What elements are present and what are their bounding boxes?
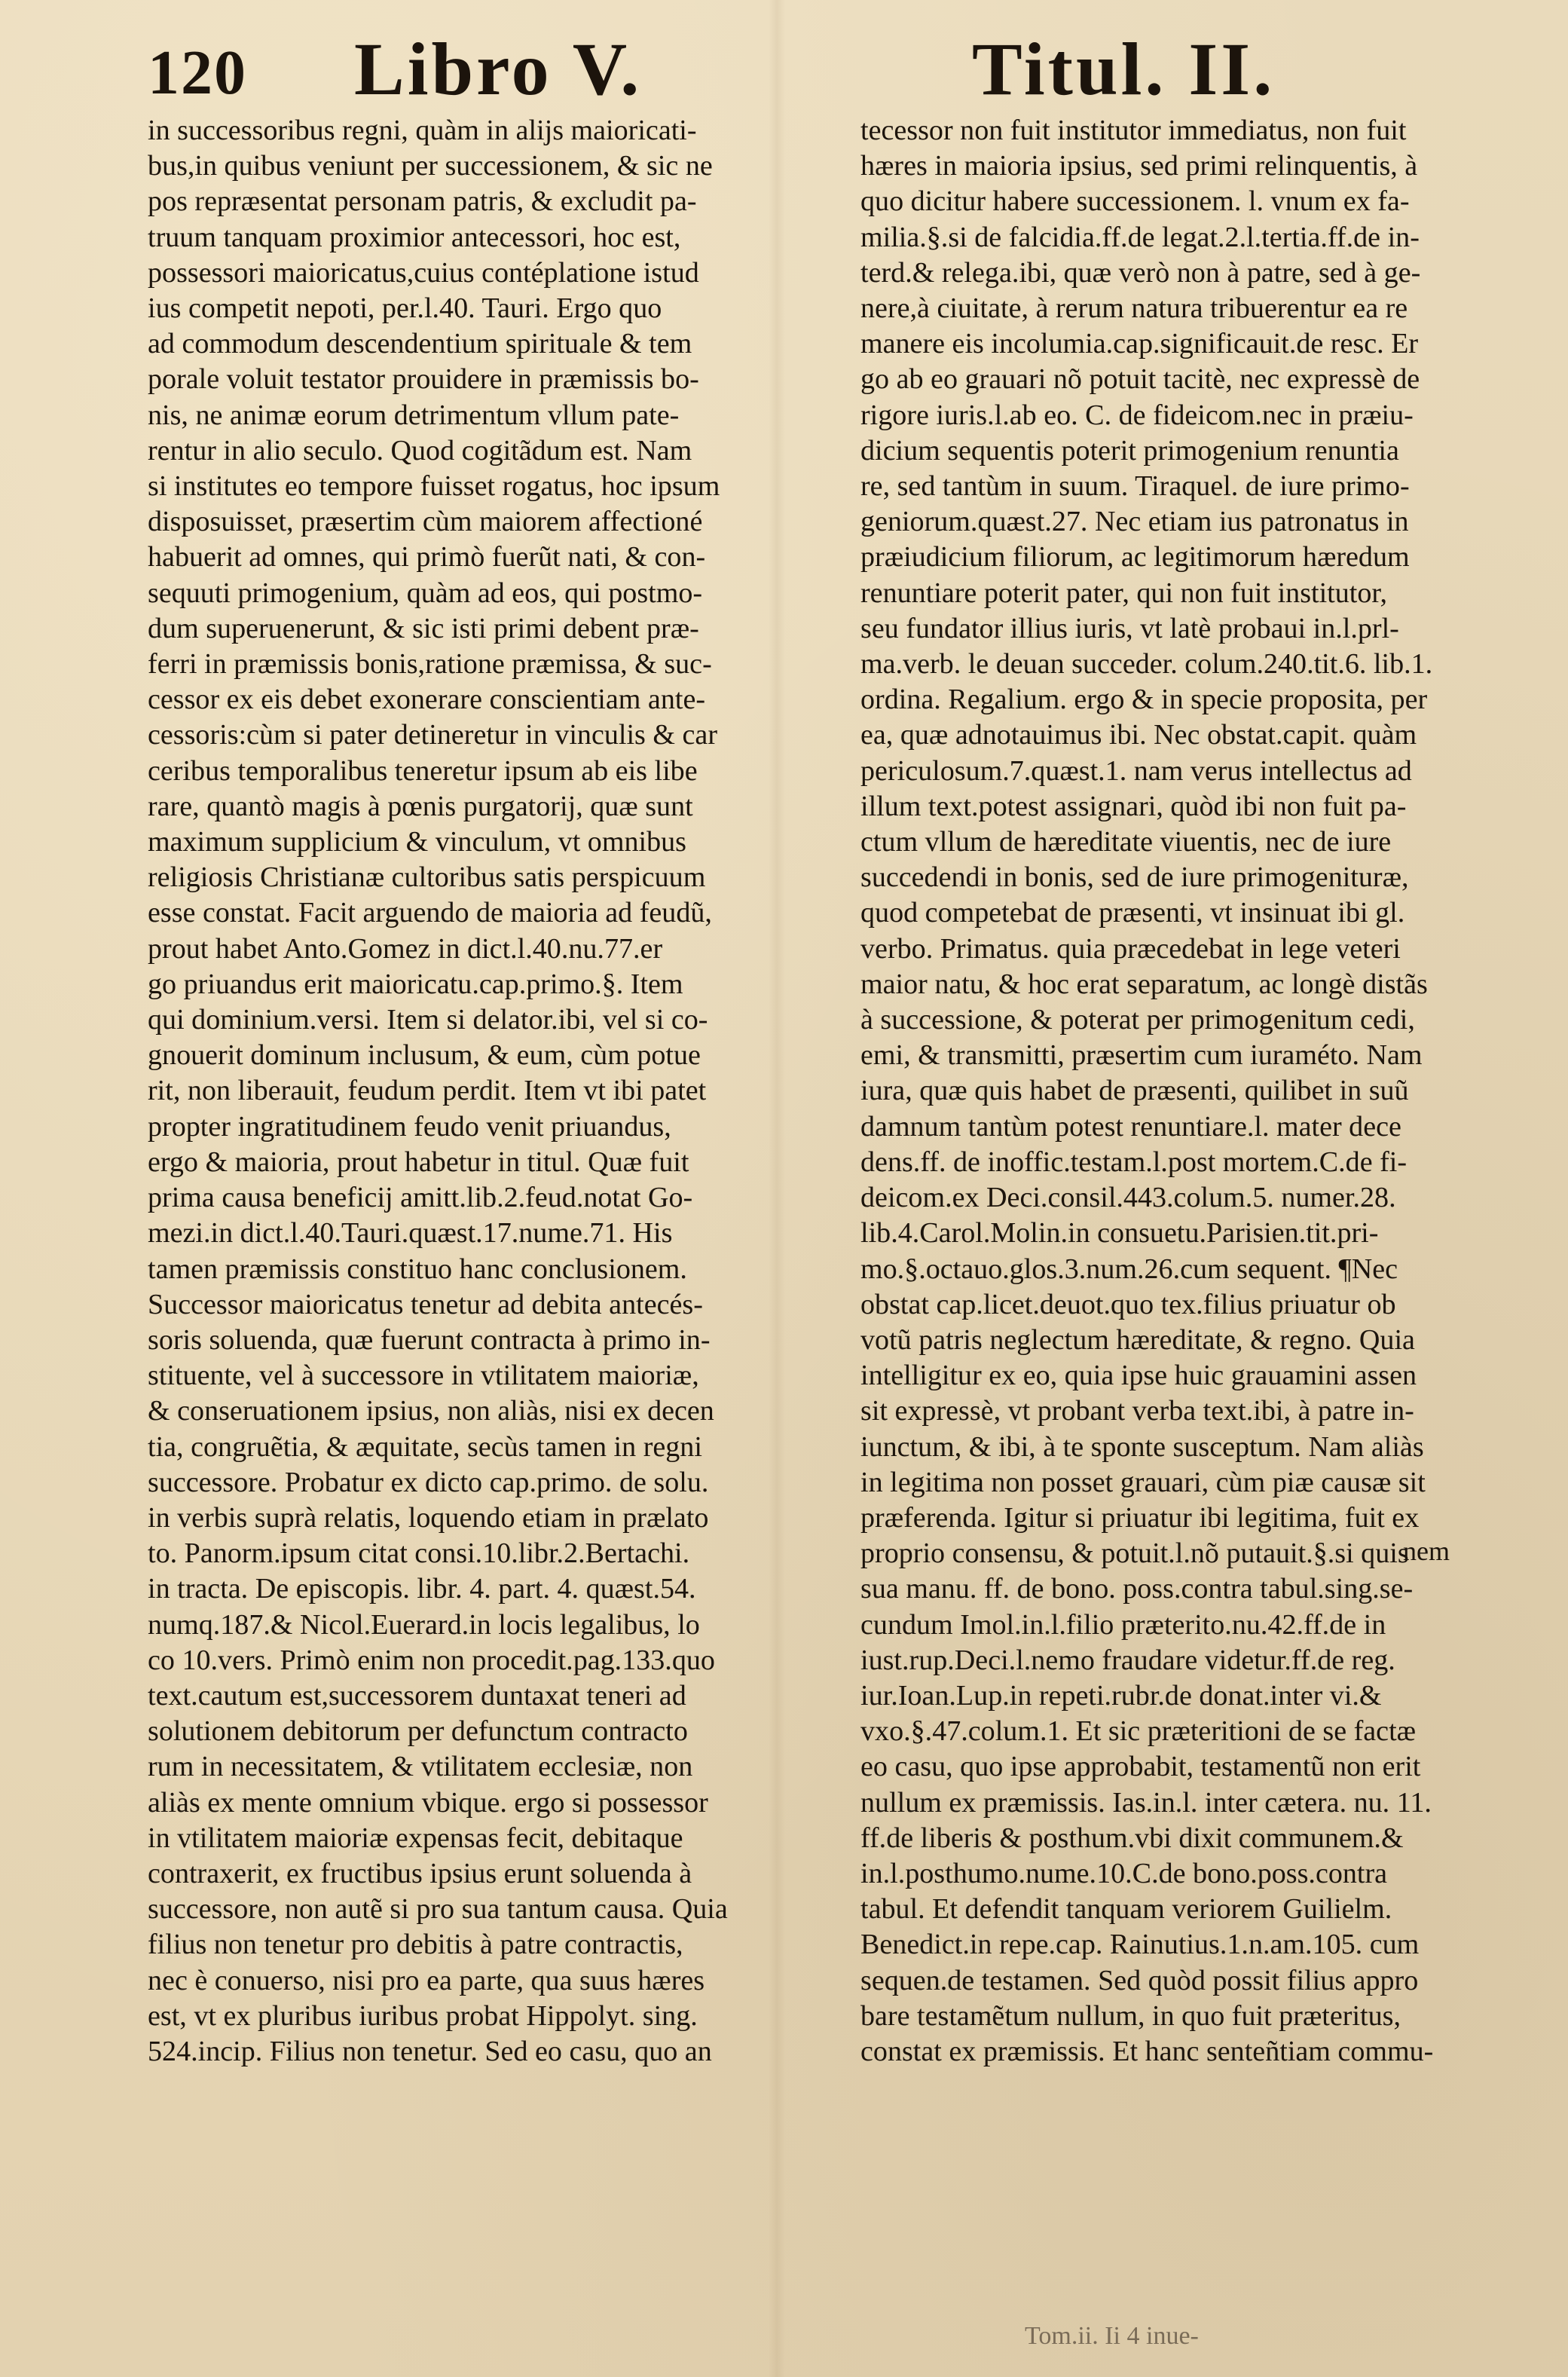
text-line: filius non tenetur pro debitis à patre contractis, [148, 1929, 683, 1961]
text-line: tabul. Et defendit tanquam veriorem Guilielm. [860, 1893, 1392, 1926]
text-line: nec è conuerso, nisi pro ea parte, qua suus hæres [148, 1964, 705, 1996]
text-line: geniorum.quæst.27. Nec etiam ius patronatus in [860, 506, 1409, 538]
text-line: seu fundator illius iuris, vt latè probaui in.l.prl- [860, 612, 1399, 644]
text-line: nere,à ciuitate, à rerum natura tribuerentur ea re [860, 292, 1408, 325]
page-header [0, 21, 1568, 112]
text-line: præiudicium filiorum, ac legitimorum hæredum [860, 541, 1410, 574]
text-line: bare testamẽtum nullum, in quo fuit præteritus, [860, 1999, 1401, 2032]
text-line: præferenda. Igitur si priuatur ibi legitima, fuit ex [860, 1501, 1420, 1534]
text-line: à successione, & poterat per primogenitum cedi, [860, 1004, 1415, 1036]
text-line: mo.§.octauo.glos.3.num.26.cum sequent. ¶Nec [860, 1253, 1398, 1285]
text-line: terd.& relega.ibi, quæ verò non à patre, sed à ge- [860, 256, 1421, 289]
text-line: quod competebat de præsenti, vt insinuat ibi gl. [860, 897, 1405, 929]
text-line: damnum tantùm potest renuntiare.l. mater dece [860, 1110, 1401, 1143]
text-line: tecessor non fuit institutor immediatus, non fuit [860, 115, 1407, 146]
text-line: renuntiare poterit pater, qui non fuit institutor, [860, 577, 1388, 609]
text-line: dens.ff. de inoffic.testam.l.post mortem.C.de fi- [860, 1146, 1408, 1178]
text-line: iunctum, & ibi, à te sponte susceptum. Nam aliàs [860, 1430, 1424, 1463]
text-line: lib.4.Carol.Molin.in consuetu.Parisien.tit.pri- [860, 1217, 1379, 1250]
text-line: Successor maioricatus tenetur ad debita antecés- [148, 1288, 703, 1320]
text-line: successore, non autẽ si pro sua tantum causa. Quia [148, 1893, 728, 1926]
text-line: stituente, vel à successore in vtilitatem maioriæ, [148, 1360, 699, 1392]
text-line: emi, & transmitti, præsertim cum iuraméto. Nam [860, 1039, 1423, 1072]
text-line: religiosis Christianæ cultoribus satis perspicuum [148, 861, 706, 894]
text-line: esse constat. Facit arguendo de maioria ad feudũ, [148, 897, 712, 929]
text-line: proprio consensu, & potuit.l.nõ putauit.§.si quis [860, 1537, 1409, 1570]
text-line: ff.de liberis & posthum.vbi dixit communem.& [860, 1822, 1404, 1854]
text-line: rum in necessitatem, & vtilitatem ecclesiæ, non [148, 1751, 693, 1783]
text-line: iura, quæ quis habet de præsenti, quilibet in suũ [860, 1075, 1409, 1107]
text-line: ea, quæ adnotauimus ibi. Nec obstat.capit. quàm [860, 719, 1417, 751]
text-line: verbo. Primatus. quia præcedebat in lege veteri [860, 932, 1401, 965]
text-line: votũ patris neglectum hæreditate, & regno. Quia [860, 1323, 1415, 1356]
text-line: disposuisset, præsertim cùm maiorem affectioné [148, 506, 703, 538]
text-line: rigore iuris.l.ab eo. C. de fideicom.nec in præiu- [860, 399, 1414, 431]
text-line: rentur in alio seculo. Quod cogitãdum est. Nam [148, 434, 692, 467]
text-line: ergo & maioria, prout habetur in titul. Quæ fuit [148, 1146, 689, 1178]
text-line: successore. Probatur ex dicto cap.primo. de solu. [148, 1466, 709, 1498]
text-line: ordina. Regalium. ergo & in specie proposita, per [860, 684, 1428, 716]
text-line: text.cautum est,successorem duntaxat teneri ad [148, 1679, 686, 1712]
text-line: nullum ex præmissis. Ias.in.l. inter cætera. nu. 11. [860, 1786, 1432, 1819]
text-line: maior natu, & hoc erat separatum, ac longè distãs [860, 968, 1428, 1000]
text-line: rit, non liberauit, feudum perdit. Item vt ibi patet [148, 1075, 707, 1107]
text-line: co 10.vers. Primò enim non procedit.pag.133.quo [148, 1644, 715, 1676]
text-line: ius competit nepoti, per.l.40. Tauri. Ergo quo [148, 292, 662, 325]
text-line: sequen.de testamen. Sed quòd possit filius appro [860, 1964, 1419, 1996]
text-line: cundum Imol.in.l.filio præterito.nu.42.ff.de in [860, 1608, 1386, 1641]
right-text-column [860, 113, 1516, 2070]
text-line: milia.§.si de falcidia.ff.de legat.2.l.tertia.ff.de in- [860, 221, 1420, 253]
text-line: cessoris:cùm si pater detineretur in vinculis & car [148, 719, 718, 751]
text-line: hæres in maioria ipsius, sed primi relinquentis, à [860, 150, 1418, 182]
text-line: maximum supplicium & vinculum, vt omnibus [148, 826, 686, 858]
text-line: soris soluenda, quæ fuerunt contracta à primo in- [148, 1323, 711, 1356]
text-line: go ab eo grauari nõ potuit tacitè, nec expressè de [860, 363, 1420, 396]
text-line: illum text.potest assignari, quòd ibi non fuit pa- [860, 790, 1407, 822]
text-line: Benedict.in repe.cap. Rainutius.1.n.am.105. cum [860, 1929, 1420, 1961]
text-line: gnouerit dominum inclusum, & eum, cùm potue [148, 1039, 701, 1072]
text-line: constat ex præmissis. Et hanc senteñtiam commu- [860, 2035, 1434, 2067]
text-line: ma.verb. le deuan succeder. colum.240.tit.6. lib.1. [860, 648, 1433, 681]
text-line: tia, congruẽtia, & æquitate, secùs tamen in regni [148, 1430, 702, 1463]
text-line: possessori maioricatus,cuius contéplatione istud [148, 256, 699, 289]
text-line: ad commodum descendentium spirituale & tem [148, 328, 692, 360]
text-line: periculosum.7.quæst.1. nam verus intellectus ad [860, 754, 1412, 787]
text-line: & conseruationem ipsius, non aliàs, nisi ex decen [148, 1395, 714, 1427]
text-line: pos repræsentat personam patris, & excludit pa- [148, 185, 697, 218]
text-line: to. Panorm.ipsum citat consi.10.libr.2.Bertachi. [148, 1537, 690, 1570]
text-line: in.l.posthumo.nume.10.C.de bono.poss.contra [860, 1857, 1388, 1889]
text-line: contraxerit, ex fructibus ipsius erunt soluenda à [148, 1857, 692, 1889]
catchword: nem [1403, 1536, 1450, 1566]
signature-mark: Tom.ii. Ii 4 inue- [1025, 2322, 1199, 2350]
text-line: iur.Ioan.Lup.in repeti.rubr.de donat.inter vi.& [860, 1679, 1382, 1712]
text-line: bus,in quibus veniunt per successionem, & sic ne [148, 150, 713, 182]
text-line: sit expressè, vt probant verba text.ibi, à patre in- [860, 1395, 1414, 1427]
running-head-title: Titul. II. [972, 27, 1276, 111]
text-line: in verbis suprà relatis, loquendo etiam in prælato [148, 1501, 709, 1534]
text-line: deicom.ex Deci.consil.443.colum.5. numer.28. [860, 1182, 1396, 1214]
text-line: rare, quantò magis à pœnis purgatorij, quæ sunt [148, 790, 693, 822]
text-line: dum superuenerunt, & sic isti primi debent præ- [148, 612, 699, 644]
text-line: solutionem debitorum per defunctum contracto [148, 1715, 688, 1748]
text-line: iust.rup.Deci.l.nemo fraudare videtur.ff.de reg. [860, 1644, 1395, 1676]
text-line: numq.187.& Nicol.Euerard.in locis legalibus, lo [148, 1608, 700, 1641]
text-line: si institutes eo tempore fuisset rogatus, hoc ipsum [148, 470, 720, 503]
text-line: cessor ex eis debet exonerare conscientiam ante- [148, 684, 706, 716]
text-line: succedendi in bonis, sed de iure primogenituræ, [860, 861, 1409, 894]
text-line: eo casu, quo ipse approbabit, testamentũ non erit [860, 1751, 1421, 1783]
text-line: obstat cap.licet.deuot.quo tex.filius priuatur ob [860, 1288, 1396, 1320]
text-line: ceribus temporalibus teneretur ipsum ab eis libe [148, 754, 698, 787]
running-head-book: Libro V. [354, 27, 643, 111]
text-line: manere eis incolumia.cap.significauit.de resc. Er [860, 328, 1419, 360]
text-line: in tracta. De episcopis. libr. 4. part. 4. quæst.54. [148, 1573, 696, 1605]
text-line: in vtilitatem maioriæ expensas fecit, debitaque [148, 1822, 683, 1854]
text-line: quo dicitur habere successionem. l. vnum ex fa- [860, 185, 1410, 218]
text-line: 524.incip. Filius non tenetur. Sed eo casu, quo an [148, 2035, 712, 2067]
text-line: nis, ne animæ eorum detrimentum vllum pate- [148, 399, 680, 431]
text-line: in legitima non posset grauari, cùm piæ causæ sit [860, 1466, 1426, 1498]
text-line: sua manu. ff. de bono. poss.contra tabul.sing.se- [860, 1573, 1414, 1605]
text-line: go priuandus erit maioricatu.cap.primo.§. Item [148, 968, 683, 1000]
text-line: sequuti primogenium, quàm ad eos, qui postmo- [148, 577, 703, 609]
text-line: qui dominium.versi. Item si delator.ibi, vel si co- [148, 1004, 708, 1036]
text-line: mezi.in dict.l.40.Tauri.quæst.17.nume.71. His [148, 1217, 673, 1250]
text-line: prout habet Anto.Gomez in dict.l.40.nu.77.er [148, 932, 663, 965]
text-line: porale voluit testator prouidere in præmissis bo- [148, 363, 699, 396]
text-line: truum tanquam proximior antecessori, hoc est, [148, 221, 681, 253]
text-line: dicium sequentis poterit primogenium renuntia [860, 434, 1399, 467]
text-line: ctum vllum de hæreditate viuentis, nec de iure [860, 826, 1392, 858]
text-line: re, sed tantùm in suum. Tiraquel. de iure primo- [860, 470, 1410, 503]
text-line: in successoribus regni, quàm in alijs maioricati- [148, 115, 697, 146]
text-line: vxo.§.47.colum.1. Et sic præteritioni de se factæ [860, 1715, 1417, 1748]
text-line: propter ingratitudinem feudo venit priuandus, [148, 1110, 671, 1143]
text-line: intelligitur ex eo, quia ipse huic grauamini assen [860, 1360, 1417, 1392]
text-line: tamen præmissis constituo hanc conclusionem. [148, 1253, 687, 1285]
left-text-column [148, 113, 803, 2070]
text-line: habuerit ad omnes, qui primò fuerũt nati, & con- [148, 541, 706, 574]
text-line: est, vt ex pluribus iuribus probat Hippolyt. sing. [148, 1999, 698, 2032]
text-line: aliàs ex mente omnium vbique. ergo si possessor [148, 1786, 708, 1819]
page-number: 120 [148, 38, 247, 108]
text-line: prima causa beneficij amitt.lib.2.feud.notat Go- [148, 1182, 693, 1214]
text-line: ferri in præmissis bonis,ratione præmissa, & suc- [148, 648, 712, 681]
